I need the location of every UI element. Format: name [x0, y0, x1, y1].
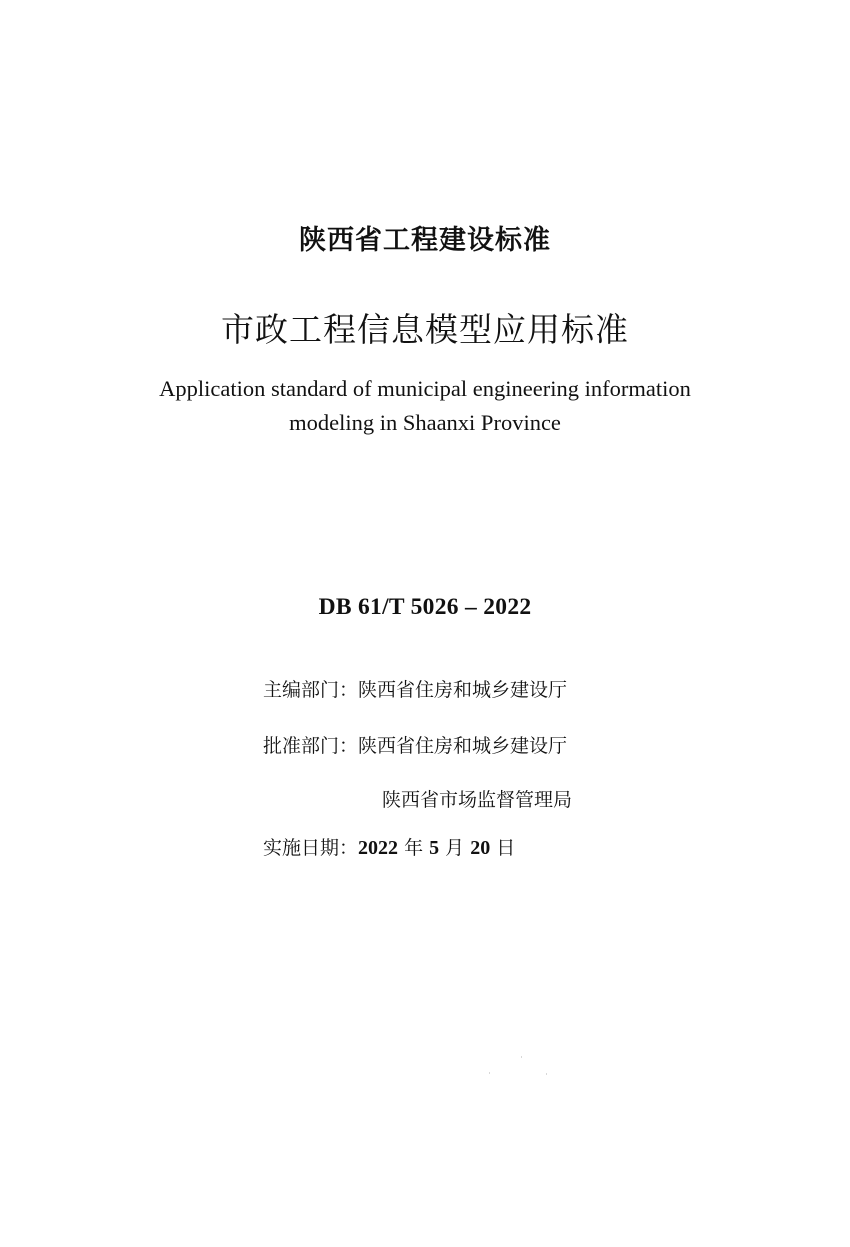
implementation-day: 20 [470, 837, 491, 859]
approving-department-row-2 [382, 785, 572, 812]
chief-department-value: 陕西省住房和城乡建设厅 [358, 679, 568, 701]
main-title: 市政工程信息模型应用标准 [221, 310, 629, 349]
scan-speck [546, 1073, 547, 1075]
approving-department-value-2: 陕西省市场监督管理局 [382, 789, 573, 811]
month-unit: 月 [445, 837, 465, 859]
implementation-date-label: 实施日期： [263, 837, 359, 859]
english-title-line-2: modeling in Shaanxi Province [289, 410, 561, 435]
day-unit: 日 [496, 837, 516, 859]
approving-department-label: 批准部门： [263, 735, 359, 757]
chief-department-row [263, 675, 567, 702]
approving-department-row [263, 731, 567, 758]
approving-department-value-1: 陕西省住房和城乡建设厅 [358, 735, 568, 757]
scan-speck [489, 1072, 490, 1074]
implementation-month: 5 [429, 837, 440, 859]
year-unit: 年 [404, 837, 424, 859]
chief-department-label: 主编部门： [263, 679, 359, 701]
english-title [0, 372, 850, 440]
implementation-date-row [263, 833, 515, 860]
series-title: 陕西省工程建设标准 [299, 225, 551, 256]
english-title-line-1: Application standard of municipal engineering information [159, 376, 691, 401]
implementation-year: 2022 [358, 837, 399, 859]
scan-speck [521, 1056, 522, 1058]
standard-number: DB 61/T 5026 – 2022 [318, 594, 532, 620]
